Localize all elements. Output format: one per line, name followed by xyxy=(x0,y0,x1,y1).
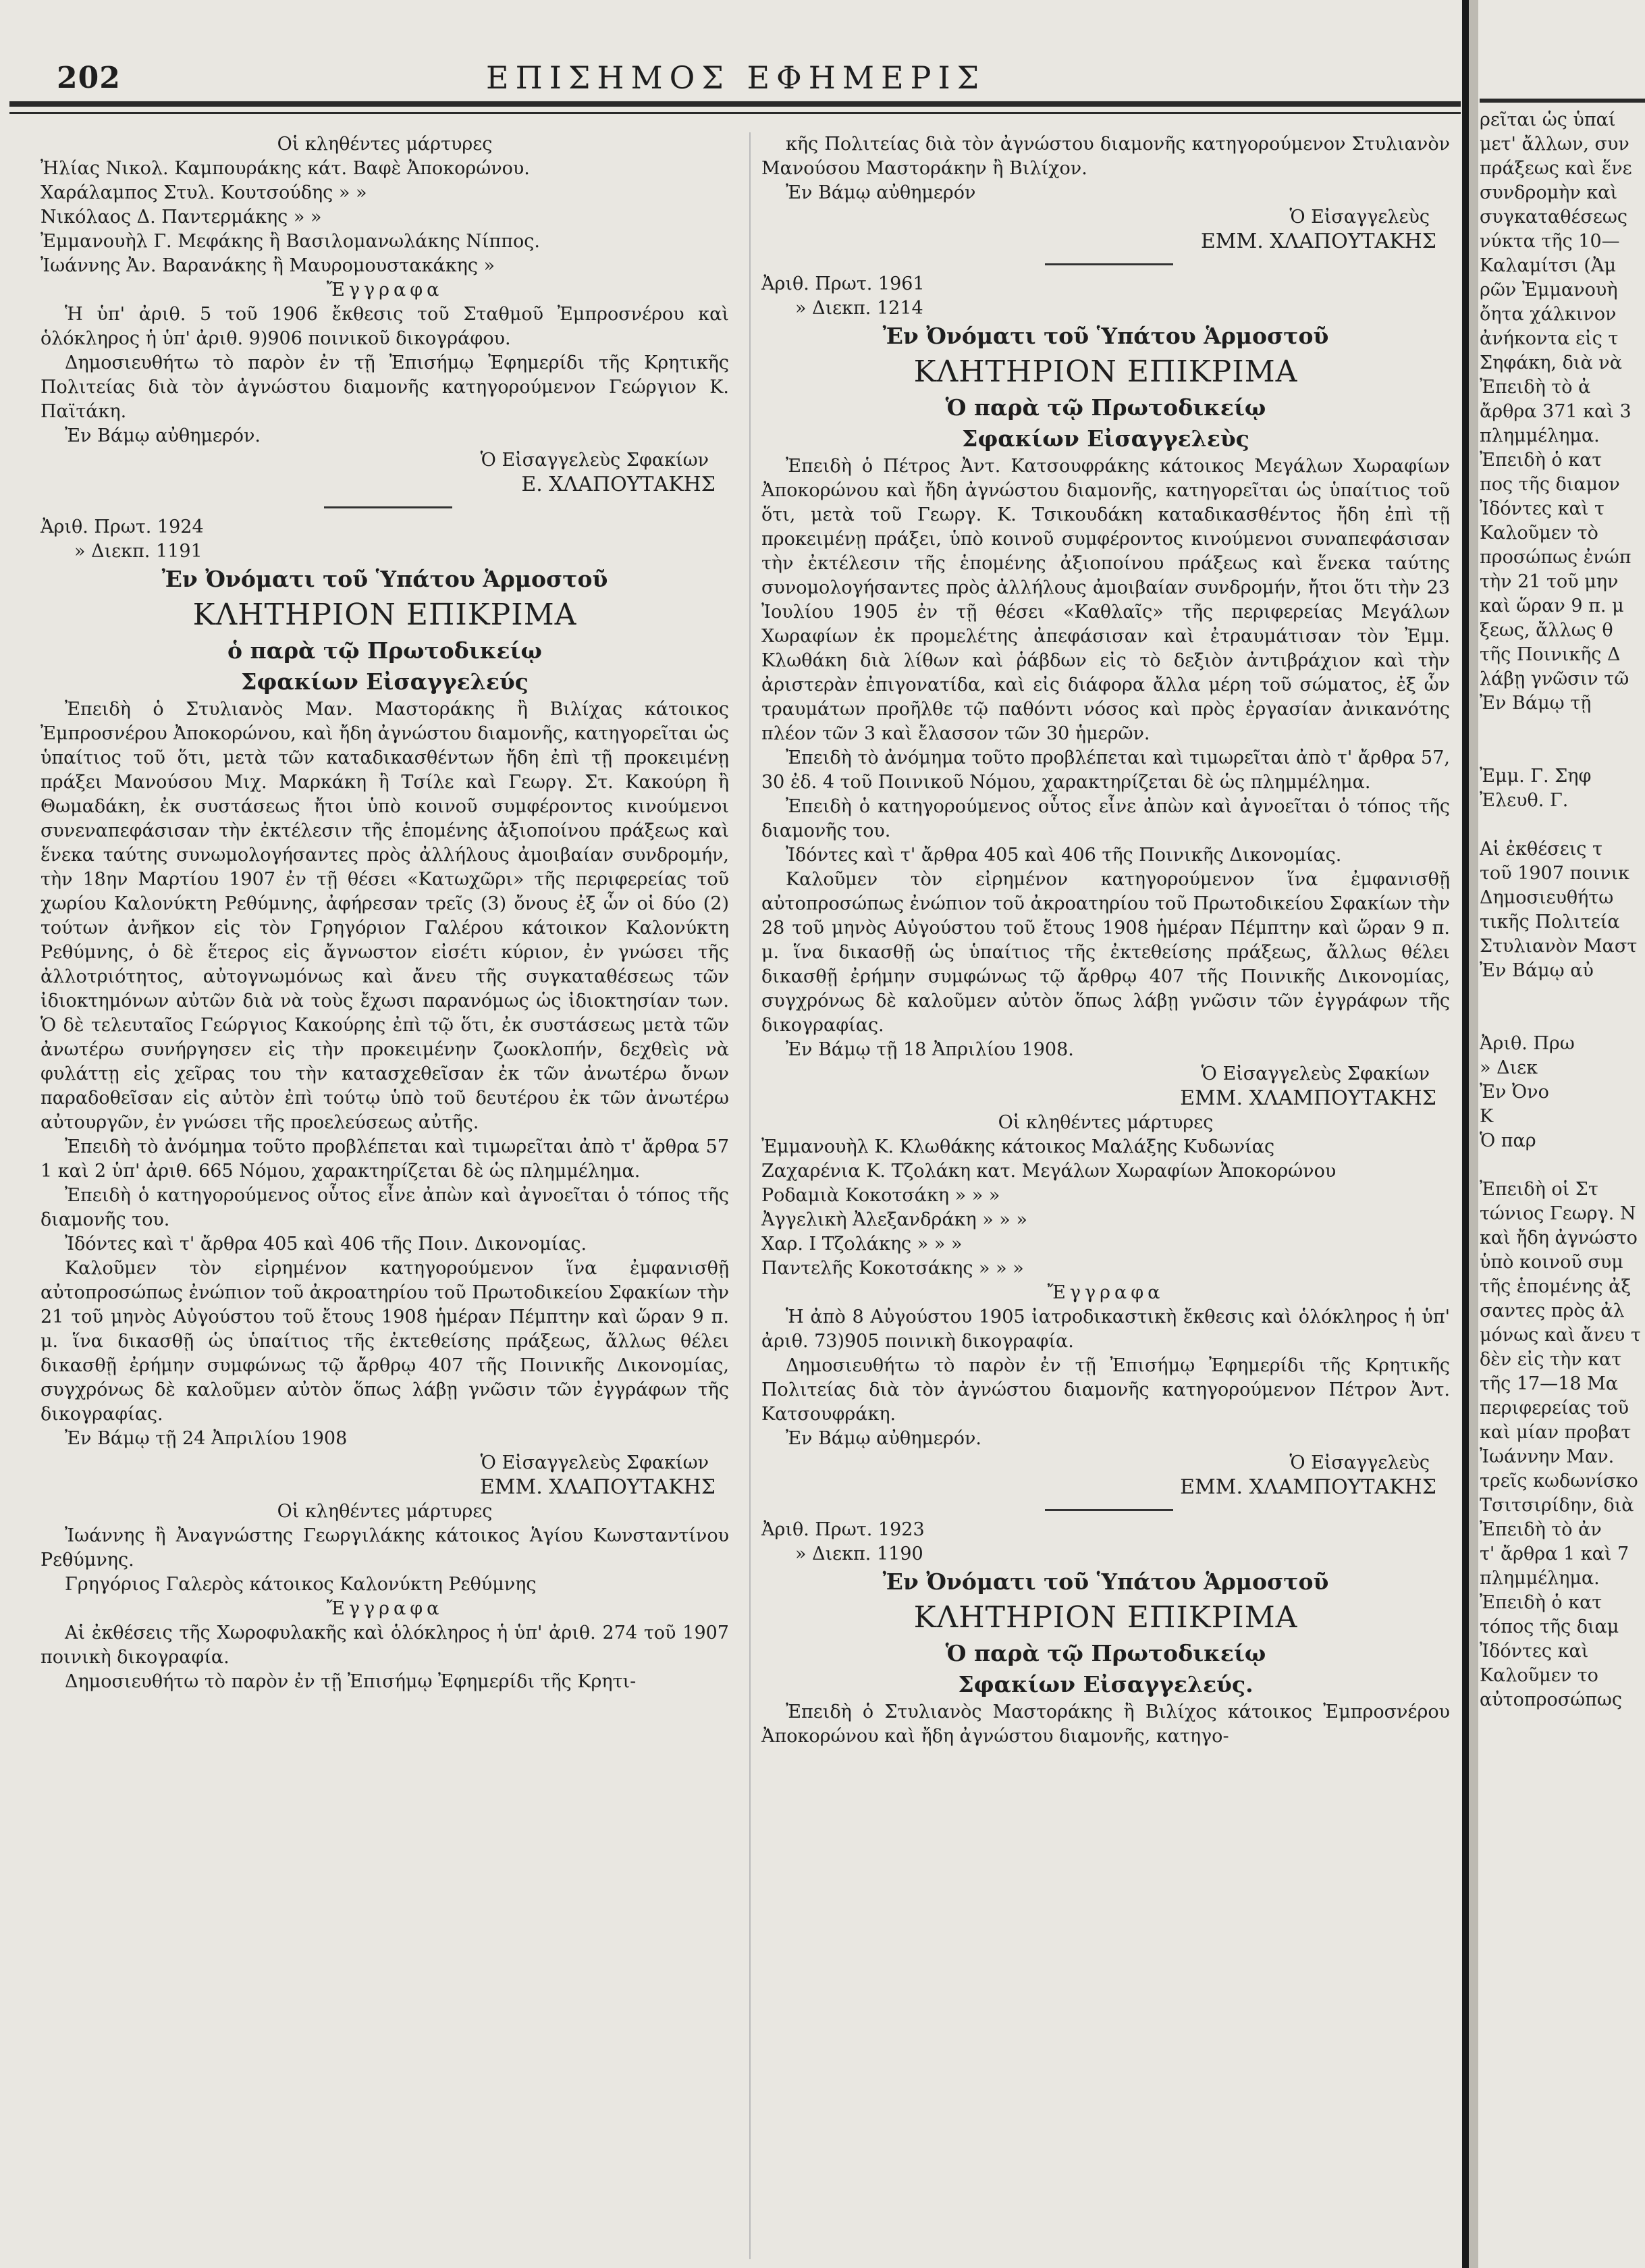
dispatch-number: » Διεκπ. 1191 xyxy=(74,541,203,562)
header-rule xyxy=(9,101,1461,107)
place-date: Ἐν Βάμῳ τῇ 18 Ἀπριλίου 1908. xyxy=(786,1039,1074,1060)
edge-header-rule xyxy=(1480,99,1645,103)
page-fold xyxy=(1469,0,1478,2268)
right-column xyxy=(761,132,1450,1749)
protocol-number: Ἀριθ. Πρωτ. 1961 xyxy=(761,273,925,294)
signature-title: Ὁ Εἰσαγγελεὺς Σφακίων xyxy=(1201,1063,1430,1084)
witness-line: Ζαχαρένια Κ. Τζολάκη κατ. Μεγάλων Χωραφίων Ἀποκορώνου xyxy=(761,1161,1337,1182)
body-paragraph: Καλοῦμεν τὸν εἰρημένον κατηγορούμενον ἵνα ἐμφανισθῇ αὐτοπροσώπως ἐνώπιον τοῦ ἀκροατηρίου τοῦ Πρωτοδικείου Σφακίων τὴν 28 τοῦ μηνὸς Αὐγούστου τοῦ ἔτους 1908 ἡμέραν Πέμπτην καὶ ὥραν 9 π. μ. ἵνα δικασθῇ ὡς ὑπαίτιος τῆς ἐκτεθείσης πράξεως, ἄλλως θέλει δικασθῇ ἐρήμην συμφώνως τῷ ἄρθρῳ 407 τῆς Ποινικῆς Δικονομίας, συγχρόνως δὲ καλοῦμεν αὐτὸν ὅπως λάβῃ γνῶσιν τῶν ἐγγράφων τῆς δικογραφίας. xyxy=(761,869,1450,1036)
edge-text-line xyxy=(1480,740,1645,764)
in-the-name-heading: Ἐν Ὀνόματι τοῦ Ὑπάτου Ἁρμοστοῦ xyxy=(161,566,608,592)
summons-heading: ΚΛΗΤΗΡΙΟΝ ΕΠΙΚΡΙΜΑ xyxy=(913,1600,1298,1635)
protocol-number: Ἀριθ. Πρωτ. 1923 xyxy=(761,1519,925,1540)
body-paragraph: Ἐπειδὴ ὁ Στυλιανὸς Μαν. Μαστοράκης ἢ Βιλίχας κάτοικος Ἐμπροσνέρου Ἀποκορώνου, καὶ ἤδη ἀγνώστου διαμονῆς, κατηγορεῖται ὡς ὑπαίτιος τοῦ ὅτι, μετὰ τῶν καταδικασθέντων ἤδη ἐπὶ τῇ προκειμένῃ πράξει Μανούσου Μιχ. Μαρκάκη ἢ Τσίλε καὶ Γεωργ. Στ. Κακούρη ἢ Θωμαδάκη, ἐκ συστάσεως ἤτοι ὑπὸ κοινοῦ συμφέροντος κινούμενοι συνεναπεφάσισαν τὴν ἐκτέλεσιν τῆς ἑπομένης ἀξιοποίνου πράξεως καὶ ἕνεκα ταύτης συνωμολογήσαντες πρὸς ἀλλήλους ἀμοιβαίαν συνδρομήν, τὴν 18ην Μαρτίου 1907 ἐν τῇ θέσει «Κατωχῶρι» τῆς περιφερείας τοῦ χωρίου Καλονύκτη Ρεθύμνης, ἀφήρεσαν τρεῖς (3) ὄνους ἐξ ὧν οἱ δύο (2) τούτων ἀνῆκον εἰς τὸν Γρηγόριον Γαλέρου κάτοικον Καλονύκτη Ρεθύμνης, ὁ δὲ ἕτερος εἰς ἄγνωστον εἰσέτι κύριον, ἐν γνώσει τῆς ἀλλοτριότητος, αὐτογνωμόνως καὶ ἄνευ τῆς συγκαταθέσεως τῶν ἰδιοκτημόνων αὐτῶν διὰ νὰ τοὺς ἔχωσι παρανόμως ὡς ἰδιοκτησίαν των. Ὁ δὲ τελευταῖος Γεώργιος Κακούρης ἐπὶ τῷ ὅτι, ἐκ συστάσεως μετὰ τῶν ἀνωτέρω συνήργησεν εἰς τὴν προκειμένην ζωοκλοπήν, δεχθεὶς νὰ φυλάττῃ εἰς χεῖρας του τὴν κατασχεθεῖσαν ἐκ τῶν ἀνωτέρω ὄνων παραδοθεῖσαν εἰς αὐτὸν ἐπὶ τούτῳ ὑπὸ τοῦ δευτέρου ἐκ τῶν ἀνωτέρω αὐτουργῶν, ἐν γνώσει τῆς προελεύσεως αὐτῆς. xyxy=(41,699,729,1133)
edge-text-line: Ἰωάννην Μαν. xyxy=(1480,1446,1615,1467)
next-page-edge xyxy=(1480,108,1645,1712)
body-paragraph: Ἐπειδὴ ὁ κατηγορούμενος οὗτος εἶνε ἀπὼν καὶ ἀγνοεῖται ὁ τόπος τῆς διαμονῆς του. xyxy=(761,796,1450,841)
documents-text: Αἱ ἐκθέσεις τῆς Χωροφυλακῆς καὶ ὁλόκληρος ἡ ὑπ' ἀριθ. 274 τοῦ 1907 ποινικὴ δικογραφία. xyxy=(41,1623,729,1668)
witnesses-heading: Οἱ κληθέντες μάρτυρες xyxy=(277,1501,493,1522)
edge-text-line: συγκαταθέσεως xyxy=(1480,207,1628,228)
edge-text-line xyxy=(1480,983,1645,1007)
documents-heading: Ἔγγραφα xyxy=(1047,1282,1164,1303)
edge-text-line: Ἐπειδὴ τὸ ἀ xyxy=(1480,377,1591,398)
witness-line: Παντελῆς Κοκοτσάκης » » » xyxy=(761,1258,1024,1279)
edge-text-line: τῆς Ποινικῆς Δ xyxy=(1480,644,1621,665)
court-heading: Ὁ παρὰ τῷ Πρωτοδικείῳ Σφακίων Εἰσαγγελεὺς xyxy=(945,394,1266,452)
witness-line: Ροδαμιὰ Κοκοτσάκη » » » xyxy=(761,1185,1000,1206)
body-paragraph: Ἐπειδὴ τὸ ἀνόμημα τοῦτο προβλέπεται καὶ τιμωρεῖται ἀπὸ τ' ἄρθρα 57 1 καὶ 2 ὑπ' ἀριθ. 665 Νόμου, χαρακτηρίζεται δὲ ὡς πλημμέλημα. xyxy=(41,1136,729,1182)
edge-text-line: Καλοῦμεν τὸ xyxy=(1480,523,1598,544)
edge-text-line: Κ xyxy=(1480,1106,1494,1127)
edge-text-line: ὄητα χάλκινον xyxy=(1480,304,1617,325)
edge-text-line: ξεως, ἄλλως θ xyxy=(1480,620,1613,641)
body-paragraph: Ἐπειδὴ ὁ κατηγορούμενος οὗτος εἶνε ἀπὼν καὶ ἀγνοεῖται ὁ τόπος τῆς διαμονῆς του. xyxy=(41,1185,729,1230)
edge-text-line: ἀνήκοντα εἰς τ xyxy=(1480,328,1619,349)
edge-text-line: τοῦ 1907 ποινικ xyxy=(1480,863,1629,884)
edge-text-line xyxy=(1480,1153,1645,1178)
header-rule-thin xyxy=(9,112,1461,114)
edge-text-line: πλημμέλημα. xyxy=(1480,425,1600,446)
body-paragraph: Ἐπειδὴ ὁ Πέτρος Ἀντ. Κατσουφράκης κάτοικος Μεγάλων Χωραφίων Ἀποκορώνου καὶ ἤδη ἀγνώστου διαμονῆς, κατηγορεῖται ὡς ὑπαίτιος τοῦ ὅτι, μετὰ τοῦ Γεωργ. Κ. Τσικουδάκη καταδικασθέντος ἤδη ἐπὶ τῇ προκειμένῃ πράξει, ὑπὸ κοινοῦ συμφέροντος κινούμενοι συναπεφάσισαν τὴν ἐκτέλεσιν τῆς ἑπομένης ἀξιοποίνου πράξεως καὶ ἕνεκα ταύτης συνομολογήσαντες πρὸς ἀλλήλους ἀμοιβαίαν συνδρομήν, ἤτοι ὅτι τὴν 23 Ἰουλίου 1905 ἐν τῇ θέσει «Καθλαῖς» τῆς περιφερείας Μεγάλων Χωραφίων ἐκ προμελέτης ἀπεφάσισαν καὶ ἐτραυμάτισαν τὸν Ἐμμ. Κλωθάκη διὰ λίθων καὶ ῥάβδων εἰς τὸ δεξιὸν ἀντιβράχιον καὶ τὴν ἀριστερὰν ἐπιγονατίδα, καὶ εἰς διάφορα ἄλλα μέρη τοῦ σώματος, ἐξ ὧν τραυμάτων προῆλθε τῷ παθόντι νόσος καὶ πρὸς ἐργασίαν ἀνικανότης πλέον τῶν 3 καὶ ἔλασσον τῶν 30 ἡμερῶν. xyxy=(761,456,1450,744)
publication-text: Δημοσιευθήτω τὸ παρὸν ἐν τῇ Ἐπισήμῳ Ἐφημερίδι τῆς Κρητικῆς Πολιτείας διὰ τὸν ἀγνώστου διαμονῆς κατηγορούμενον Πέτρον Ἀντ. Κατσουφράκη. xyxy=(761,1355,1450,1425)
documents-text: Ἡ ἀπὸ 8 Αὐγούστου 1905 ἰατροδικαστικὴ ἔκθεσις καὶ ὁλόκληρος ἡ ὑπ' ἀριθ. 73)905 ποινικὴ δικογραφία. xyxy=(761,1307,1450,1352)
edge-text-line: μόνως καὶ ἄνευ τ xyxy=(1480,1325,1641,1346)
edge-text-line: αὐτοπροσώπως xyxy=(1480,1689,1623,1710)
witness-line: Γρηγόριος Γαλερὸς κάτοικος Καλονύκτη Ρεθύμνης xyxy=(65,1574,537,1595)
continuation-text: κῆς Πολιτείας διὰ τὸν ἀγνώστου διαμονῆς κατηγορούμενον Στυλιανὸν Μανούσου Μαστοράκην ἢ Βιλίχον. xyxy=(761,134,1450,179)
edge-text-line: Ἐν Βάμῳ τῇ xyxy=(1480,693,1592,714)
edge-text-line: Ἐπειδὴ τὸ ἀν xyxy=(1480,1519,1602,1540)
witness-line: Νικόλαος Δ. Παντερμάκης » » xyxy=(41,207,322,228)
body-paragraph: Ἰδόντες καὶ τ' ἄρθρα 405 καὶ 406 τῆς Ποινικῆς Δικονομίας. xyxy=(786,845,1342,866)
witness-line: Χαρ. Ι Τζολάκης » » » xyxy=(761,1234,963,1255)
edge-text-line: συνδρομὴν καὶ xyxy=(1480,182,1618,203)
edge-text-line: Ἐν Ὀνο xyxy=(1480,1082,1549,1103)
edge-text-line: Ἰδόντες καὶ xyxy=(1480,1641,1589,1662)
place-date: Ἐν Βάμῳ αὐθημερόν xyxy=(786,182,976,203)
place-date: Ἐν Βάμῳ τῇ 24 Ἀπριλίου 1908 xyxy=(65,1428,348,1449)
summons-heading: ΚΛΗΤΗΡΙΟΝ ΕΠΙΚΡΙΜΑ xyxy=(913,354,1298,389)
witness-line: Ἐμμανουὴλ Κ. Κλωθάκης κάτοικος Μαλάξης Κυδωνίας xyxy=(761,1136,1275,1157)
edge-text-line: προσώπως ἐνώπ xyxy=(1480,547,1631,568)
witness-line: Ἰωάννης ἢ Ἀναγνώστης Γεωργιλάκης κάτοικος Ἁγίου Κωνσταντίνου Ρεθύμνης. xyxy=(41,1525,729,1571)
edge-text-line: ἄρθρα 371 καὶ 3 xyxy=(1480,401,1631,422)
edge-text-line: καὶ ὥραν 9 π. μ xyxy=(1480,596,1624,616)
edge-text-line: Ἐν Βάμῳ αὐ xyxy=(1480,960,1594,981)
edge-text-line: πράξεως καὶ ἕνε xyxy=(1480,158,1632,179)
edge-text-line: τῆς 17—18 Μα xyxy=(1480,1373,1618,1394)
body-paragraph: Ἐπειδὴ τὸ ἀνόμημα τοῦτο προβλέπεται καὶ τιμωρεῖται ἀπὸ τ' ἄρθρα 57, 30 ἐδ. 4 τοῦ Ποινικοῦ Νόμου, χαρακτηρίζεται δὲ ὡς πλημμέλημα. xyxy=(761,747,1450,793)
documents-heading: Ἔγγραφα xyxy=(326,280,443,300)
signature-name: ΕΜΜ. ΧΛΑΠΟΥΤΑΚΗΣ xyxy=(1200,230,1436,253)
edge-text-line: περιφερείας τοῦ xyxy=(1480,1398,1629,1419)
page-number: 202 xyxy=(57,61,121,95)
edge-text-line: σαντες πρὸς ἀλ xyxy=(1480,1300,1625,1321)
documents-heading: Ἔγγραφα xyxy=(326,1598,443,1619)
court-heading: Ὁ παρὰ τῷ Πρωτοδικείῳ Σφακίων Εἰσαγγελεύς. xyxy=(945,1640,1266,1697)
edge-text-line: Ἐμμ. Γ. Σηφ xyxy=(1480,766,1592,787)
place-date: Ἐν Βάμῳ αὐθημερόν. xyxy=(65,425,261,446)
edge-text-line xyxy=(1480,716,1645,740)
edge-text-line: πλημμέλημα. xyxy=(1480,1568,1600,1589)
page-fold-shadow xyxy=(1462,0,1469,2268)
edge-text-line: καὶ ἤδη ἀγνώστο xyxy=(1480,1228,1638,1248)
edge-text-line: τρεῖς κωδωνίσκο xyxy=(1480,1471,1638,1492)
witness-line: Ἰωάννης Ἀν. Βαρανάκης ἢ Μαυρομουστακάκης » xyxy=(41,255,495,276)
in-the-name-heading: Ἐν Ὀνόματι τοῦ Ὑπάτου Ἁρμοστοῦ xyxy=(882,1568,1329,1595)
edge-text-line xyxy=(1480,813,1645,837)
dispatch-number: » Διεκπ. 1214 xyxy=(795,298,923,319)
witness-line: Ἠλίας Νικολ. Καμπουράκης κάτ. Βαφὲ Ἀποκορώνου. xyxy=(41,158,530,179)
protocol-number: Ἀριθ. Πρωτ. 1924 xyxy=(41,517,204,537)
edge-text-line: Ἐπειδὴ ὁ κατ xyxy=(1480,1592,1602,1613)
signature-title: Ὁ Εἰσαγγελεὺς xyxy=(1289,1452,1430,1473)
edge-text-line: Αἱ ἐκθέσεις τ xyxy=(1480,839,1602,860)
edge-text-line xyxy=(1480,1007,1645,1032)
edge-text-line: Ἐπειδὴ ὁ κατ xyxy=(1480,450,1602,471)
summons-heading: ΚΛΗΤΗΡΙΟΝ ΕΠΙΚΡΙΜΑ xyxy=(192,598,577,632)
signature-name: ΕΜΜ. ΧΛΑΠΟΥΤΑΚΗΣ xyxy=(479,1475,716,1499)
witness-line: Ἀγγελικὴ Ἀλεξανδράκη » » » xyxy=(761,1209,1027,1230)
section-separator xyxy=(324,506,452,508)
signature-title: Ὁ Εἰσαγγελεὺς xyxy=(1289,207,1430,228)
dispatch-number: » Διεκπ. 1190 xyxy=(795,1544,923,1564)
edge-text-line: τικῆς Πολιτεία xyxy=(1480,912,1620,932)
edge-text-line: Τσιτσιρίδην, διὰ xyxy=(1480,1495,1634,1516)
edge-text-line: δὲν εἰς τὴν κατ xyxy=(1480,1349,1622,1370)
edge-text-line: Καλαμίτσι (Ἀμ xyxy=(1480,255,1616,276)
edge-text-line: » Διεκ xyxy=(1480,1057,1538,1078)
edge-text-line: Ἰδόντες καὶ τ xyxy=(1480,498,1604,519)
edge-text-line: τόπος τῆς διαμ xyxy=(1480,1616,1619,1637)
edge-text-line: καὶ μίαν προβατ xyxy=(1480,1422,1631,1443)
edge-text-line: Δημοσιευθήτω xyxy=(1480,887,1614,908)
body-paragraph: Καλοῦμεν τὸν εἰρημένον κατηγορούμενον ἵνα ἐμφανισθῇ αὐτοπροσώπως ἐνώπιον τοῦ ἀκροατηρίου τοῦ Πρωτοδικείου Σφακίων τὴν 21 τοῦ μηνὸς Αὐγούστου τοῦ ἔτους 1908 ἡμέραν Πέμπτην καὶ ὥραν 9 π. μ. ἵνα δικασθῇ ὡς ὑπαίτιος τῆς ἐκτεθείσης πράξεως, ἄλλως θέλει δικασθῇ ἐρήμην συμφώνως τῷ ἄρθρῳ 407 τῆς Ποινικῆς Δικονομίας, συγχρόνως δὲ καλοῦμεν αὐτὸν ὅπως λάβῃ γνῶσιν τῶν ἐγγράφων τῆς δικογραφίας. xyxy=(41,1258,729,1425)
section-separator xyxy=(1045,263,1173,265)
in-the-name-heading: Ἐν Ὀνόματι τοῦ Ὑπάτου Ἁρμοστοῦ xyxy=(882,323,1329,349)
signature-title: Ὁ Εἰσαγγελεὺς Σφακίων xyxy=(480,450,709,471)
edge-text-line: Ἐπειδὴ οἱ Στ xyxy=(1480,1179,1598,1200)
edge-text-line: τὴν 21 τοῦ μην xyxy=(1480,571,1619,592)
body-paragraph: Ἰδόντες καὶ τ' ἄρθρα 405 καὶ 406 τῆς Ποιν. Δικονομίας. xyxy=(65,1234,587,1255)
publication-text: Δημοσιευθήτω τὸ παρὸν ἐν τῇ Ἐπισήμῳ Ἐφημερίδι τῆς Κρητι- xyxy=(65,1671,637,1692)
witness-line: Ἐμμανουὴλ Γ. Μεφάκης ἢ Βασιλομανωλάκης Νίππος. xyxy=(41,231,540,252)
edge-text-line: πος τῆς διαμον xyxy=(1480,474,1620,495)
signature-name: ΕΜΜ. ΧΛΑΜΠΟΥΤΑΚΗΣ xyxy=(1180,1086,1436,1110)
edge-text-line: ὑπὸ κοινοῦ συμ xyxy=(1480,1252,1623,1273)
column-divider xyxy=(749,132,751,2259)
documents-text: Ἡ ὑπ' ἀριθ. 5 τοῦ 1906 ἔκθεσις τοῦ Σταθμοῦ Ἐμπροσνέρου καὶ ὁλόκληρος ἡ ὑπ' ἀριθ. 9)906 ποινικοῦ δικογράφου. xyxy=(41,304,729,349)
edge-text-line: Ἀριθ. Πρω xyxy=(1480,1033,1575,1054)
publication-text: Δημοσιευθήτω τὸ παρὸν ἐν τῇ Ἐπισήμῳ Ἐφημερίδι τῆς Κρητικῆς Πολιτείας διὰ τὸν ἀγνώστου διαμονῆς κατηγορούμενον Γεώργιον Κ. Παϊτάκη. xyxy=(41,352,729,422)
edge-text-line: νύκτα τῆς 10— xyxy=(1480,231,1620,252)
signature-name: Ε. ΧΛΑΠΟΥΤΑΚΗΣ xyxy=(521,473,716,496)
edge-text-line: ρῶν Ἐμμανουὴ xyxy=(1480,280,1618,300)
edge-text-line: μετ' ἄλλων, συν xyxy=(1480,134,1629,155)
witness-line: Χαράλαμπος Στυλ. Κουτσούδης » » xyxy=(41,182,367,203)
edge-text-line: ρεῖται ὡς ὑπαί xyxy=(1480,109,1616,130)
witnesses-heading: Οἱ κληθέντες μάρτυρες xyxy=(277,134,493,155)
newspaper-title: ΕΠΙΣΗΜΟΣ ΕΦΗΜΕΡΙΣ xyxy=(486,59,986,96)
signature-title: Ὁ Εἰσαγγελεὺς Σφακίων xyxy=(480,1452,709,1473)
edge-text-line: Καλοῦμεν το xyxy=(1480,1665,1598,1686)
body-paragraph: Ἐπειδὴ ὁ Στυλιανὸς Μαστοράκης ἢ Βιλίχος κάτοικος Ἐμπροσνέρου Ἀποκορώνου καὶ ἤδη ἀγνώστου διαμονῆς, κατηγο- xyxy=(761,1702,1450,1747)
edge-text-line: Σηφάκη, διὰ νὰ xyxy=(1480,352,1622,373)
section-separator xyxy=(1045,1509,1173,1511)
left-column xyxy=(41,132,729,1694)
edge-text-line: λάβῃ γνῶσιν τῶ xyxy=(1480,668,1629,689)
edge-text-line: Στυλιανὸν Μαστ xyxy=(1480,936,1638,957)
edge-text-line: τώνιος Γεωργ. Ν xyxy=(1480,1203,1636,1224)
edge-text-line: Ἐλευθ. Γ. xyxy=(1480,790,1569,811)
witnesses-heading: Οἱ κληθέντες μάρτυρες xyxy=(998,1112,1214,1133)
court-heading: ὁ παρὰ τῷ Πρωτοδικείῳ Σφακίων Εἰσαγγελεύς xyxy=(227,637,542,695)
signature-name: ΕΜΜ. ΧΛΑΜΠΟΥΤΑΚΗΣ xyxy=(1180,1475,1436,1499)
edge-text-line: τῆς ἑπομένης ἀξ xyxy=(1480,1276,1631,1297)
edge-text-line: τ' ἄρθρα 1 καὶ 7 xyxy=(1480,1544,1629,1564)
edge-text-line: Ὁ παρ xyxy=(1480,1130,1536,1151)
place-date: Ἐν Βάμῳ αὐθημερόν. xyxy=(786,1428,981,1449)
